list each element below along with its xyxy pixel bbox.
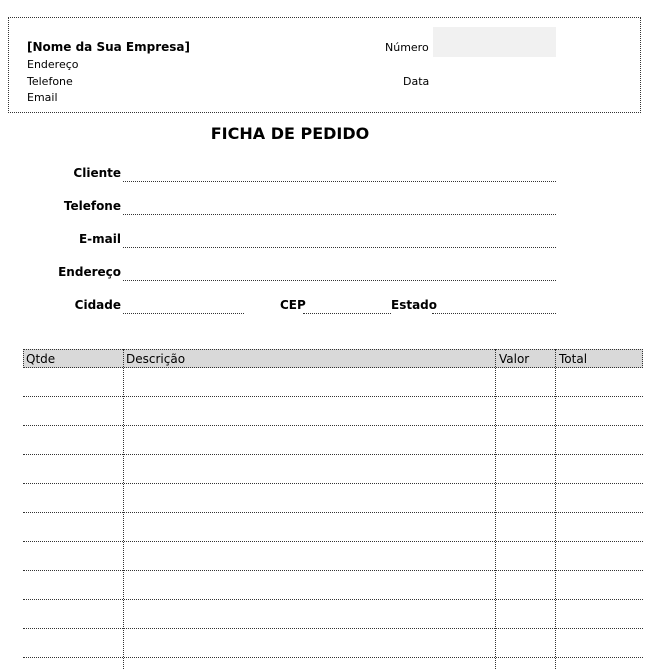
company-address[interactable]: Endereço bbox=[27, 58, 79, 71]
table-cell[interactable] bbox=[25, 519, 121, 540]
column-header-total: Total bbox=[559, 352, 588, 366]
table-cell[interactable] bbox=[497, 432, 553, 453]
table-row bbox=[23, 512, 643, 513]
phone-label: Telefone bbox=[63, 199, 121, 213]
table-cell[interactable] bbox=[557, 374, 641, 395]
table-cell[interactable] bbox=[497, 461, 553, 482]
table-cell[interactable] bbox=[25, 548, 121, 569]
company-phone[interactable]: Telefone bbox=[27, 75, 73, 88]
table-cell[interactable] bbox=[557, 403, 641, 424]
table-cell[interactable] bbox=[25, 490, 121, 511]
items-table bbox=[23, 349, 643, 669]
phone-field[interactable] bbox=[123, 214, 556, 215]
table-cell[interactable] bbox=[497, 374, 553, 395]
address-field[interactable] bbox=[123, 280, 556, 281]
table-cell[interactable] bbox=[125, 403, 493, 424]
table-row bbox=[23, 454, 643, 455]
table-cell[interactable] bbox=[125, 635, 493, 656]
company-email[interactable]: Email bbox=[27, 91, 58, 104]
table-cell[interactable] bbox=[497, 635, 553, 656]
column-header-qty: Qtde bbox=[26, 352, 56, 366]
table-cell[interactable] bbox=[557, 519, 641, 540]
column-divider bbox=[495, 349, 496, 669]
column-divider bbox=[123, 349, 124, 669]
table-row bbox=[23, 483, 643, 484]
number-field[interactable] bbox=[433, 27, 556, 57]
client-label: Cliente bbox=[73, 166, 121, 180]
city-field[interactable] bbox=[123, 313, 244, 314]
table-cell[interactable] bbox=[557, 490, 641, 511]
table-cell[interactable] bbox=[25, 432, 121, 453]
table-cell[interactable] bbox=[125, 374, 493, 395]
state-field[interactable] bbox=[432, 313, 556, 314]
address-label: Endereço bbox=[58, 265, 121, 279]
table-cell[interactable] bbox=[125, 577, 493, 598]
table-cell[interactable] bbox=[557, 548, 641, 569]
table-cell[interactable] bbox=[125, 490, 493, 511]
date-field[interactable] bbox=[433, 73, 556, 89]
table-cell[interactable] bbox=[125, 606, 493, 627]
column-divider bbox=[555, 349, 556, 669]
table-cell[interactable] bbox=[557, 577, 641, 598]
table-cell[interactable] bbox=[497, 606, 553, 627]
table-row bbox=[23, 396, 643, 397]
table-cell[interactable] bbox=[25, 606, 121, 627]
table-cell[interactable] bbox=[125, 548, 493, 569]
city-label: Cidade bbox=[74, 298, 121, 312]
column-header-value: Valor bbox=[499, 352, 530, 366]
table-cell[interactable] bbox=[125, 461, 493, 482]
number-label: Número bbox=[385, 41, 429, 54]
table-cell[interactable] bbox=[497, 490, 553, 511]
date-label: Data bbox=[403, 75, 430, 88]
zip-label: CEP bbox=[280, 298, 306, 312]
table-row bbox=[23, 425, 643, 426]
table-cell[interactable] bbox=[25, 403, 121, 424]
table-cell[interactable] bbox=[125, 519, 493, 540]
table-cell[interactable] bbox=[25, 635, 121, 656]
table-cell[interactable] bbox=[557, 606, 641, 627]
table-row bbox=[23, 628, 643, 629]
table-row bbox=[23, 570, 643, 571]
table-cell[interactable] bbox=[557, 635, 641, 656]
table-cell[interactable] bbox=[497, 548, 553, 569]
table-cell[interactable] bbox=[497, 403, 553, 424]
client-field[interactable] bbox=[123, 181, 556, 182]
table-cell[interactable] bbox=[497, 519, 553, 540]
company-header bbox=[8, 17, 641, 113]
table-row bbox=[23, 599, 643, 600]
zip-field[interactable] bbox=[303, 313, 391, 314]
table-cell[interactable] bbox=[497, 577, 553, 598]
email-field[interactable] bbox=[123, 247, 556, 248]
table-row bbox=[23, 541, 643, 542]
table-cell[interactable] bbox=[125, 432, 493, 453]
table-header bbox=[23, 349, 643, 368]
company-name[interactable]: [Nome da Sua Empresa] bbox=[27, 40, 190, 54]
table-cell[interactable] bbox=[557, 432, 641, 453]
email-label: E-mail bbox=[78, 232, 121, 246]
column-header-description: Descrição bbox=[126, 352, 186, 366]
table-cell[interactable] bbox=[25, 577, 121, 598]
table-cell[interactable] bbox=[25, 374, 121, 395]
state-label: Estado bbox=[391, 298, 438, 312]
page-title: FICHA DE PEDIDO bbox=[210, 124, 370, 143]
table-cell[interactable] bbox=[25, 461, 121, 482]
table-cell[interactable] bbox=[557, 461, 641, 482]
